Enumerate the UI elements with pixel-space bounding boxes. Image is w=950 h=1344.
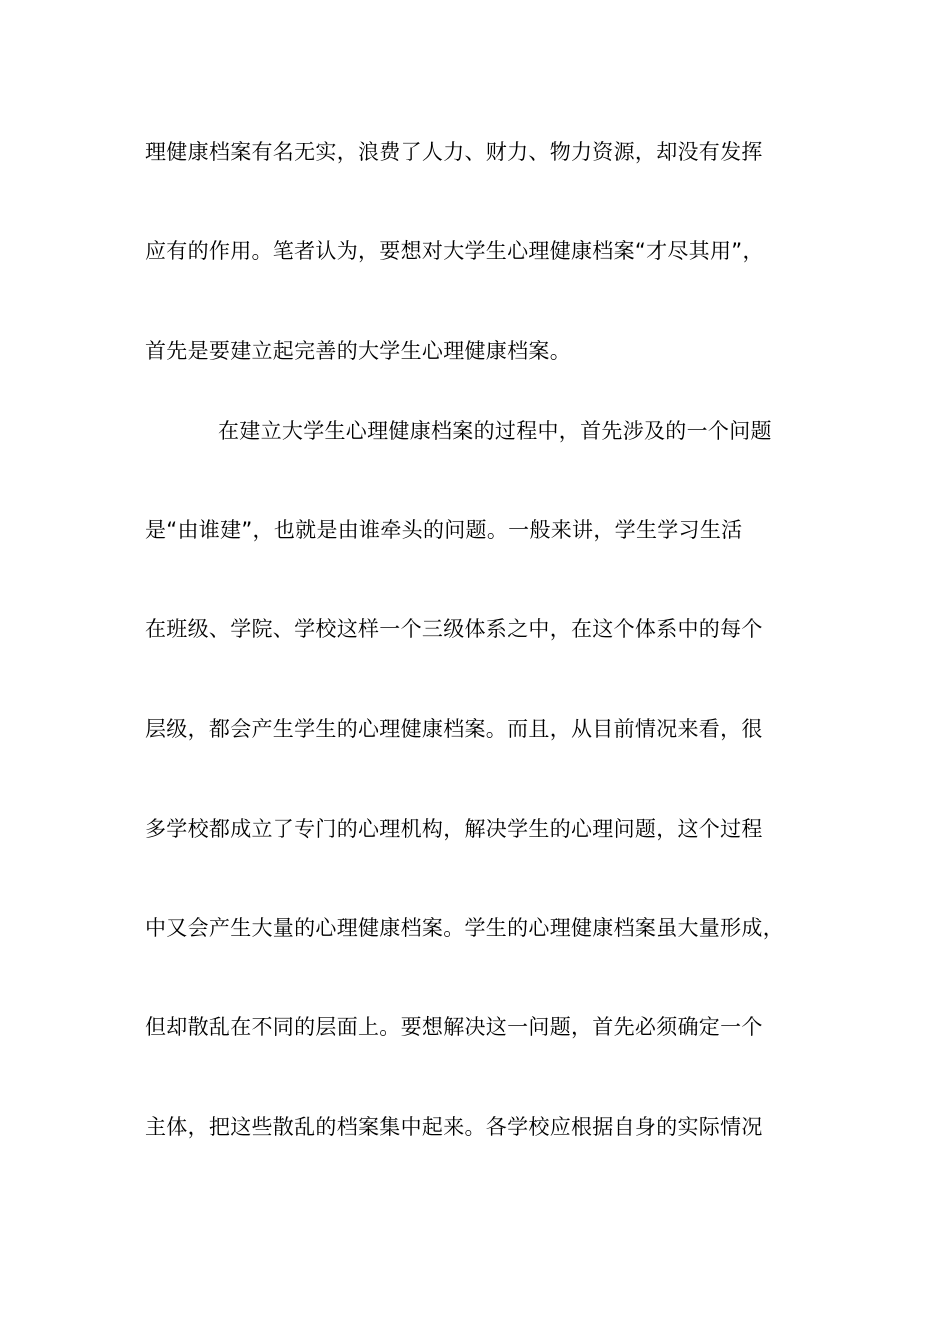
text-line-4: 在建立大学生心理健康档案的过程中，首先涉及的一个问题 bbox=[218, 419, 772, 443]
text-line-7: 层级，都会产生学生的心理健康档案。而且，从目前情况来看，很 bbox=[145, 717, 763, 741]
text-line-1: 理健康档案有名无实，浪费了人力、财力、物力资源，却没有发挥 bbox=[145, 140, 763, 164]
text-line-5: 是“由谁建”，也就是由谁牵头的问题。一般来讲，学生学习生活 bbox=[145, 518, 743, 542]
text-line-11: 主体，把这些散乱的档案集中起来。各学校应根据自身的实际情况 bbox=[145, 1115, 763, 1139]
text-line-6: 在班级、学院、学校这样一个三级体系之中，在这个体系中的每个 bbox=[145, 617, 763, 641]
text-line-8: 多学校都成立了专门的心理机构，解决学生的心理问题，这个过程 bbox=[145, 817, 763, 841]
text-line-2: 应有的作用。笔者认为，要想对大学生心理健康档案“才尽其用”， bbox=[145, 239, 764, 263]
text-line-10: 但却散乱在不同的层面上。要想解决这一问题，首先必须确定一个 bbox=[145, 1015, 763, 1039]
text-line-9: 中又会产生大量的心理健康档案。学生的心理健康档案虽大量形成， bbox=[145, 916, 784, 940]
text-line-3: 首先是要建立起完善的大学生心理健康档案。 bbox=[145, 339, 571, 363]
